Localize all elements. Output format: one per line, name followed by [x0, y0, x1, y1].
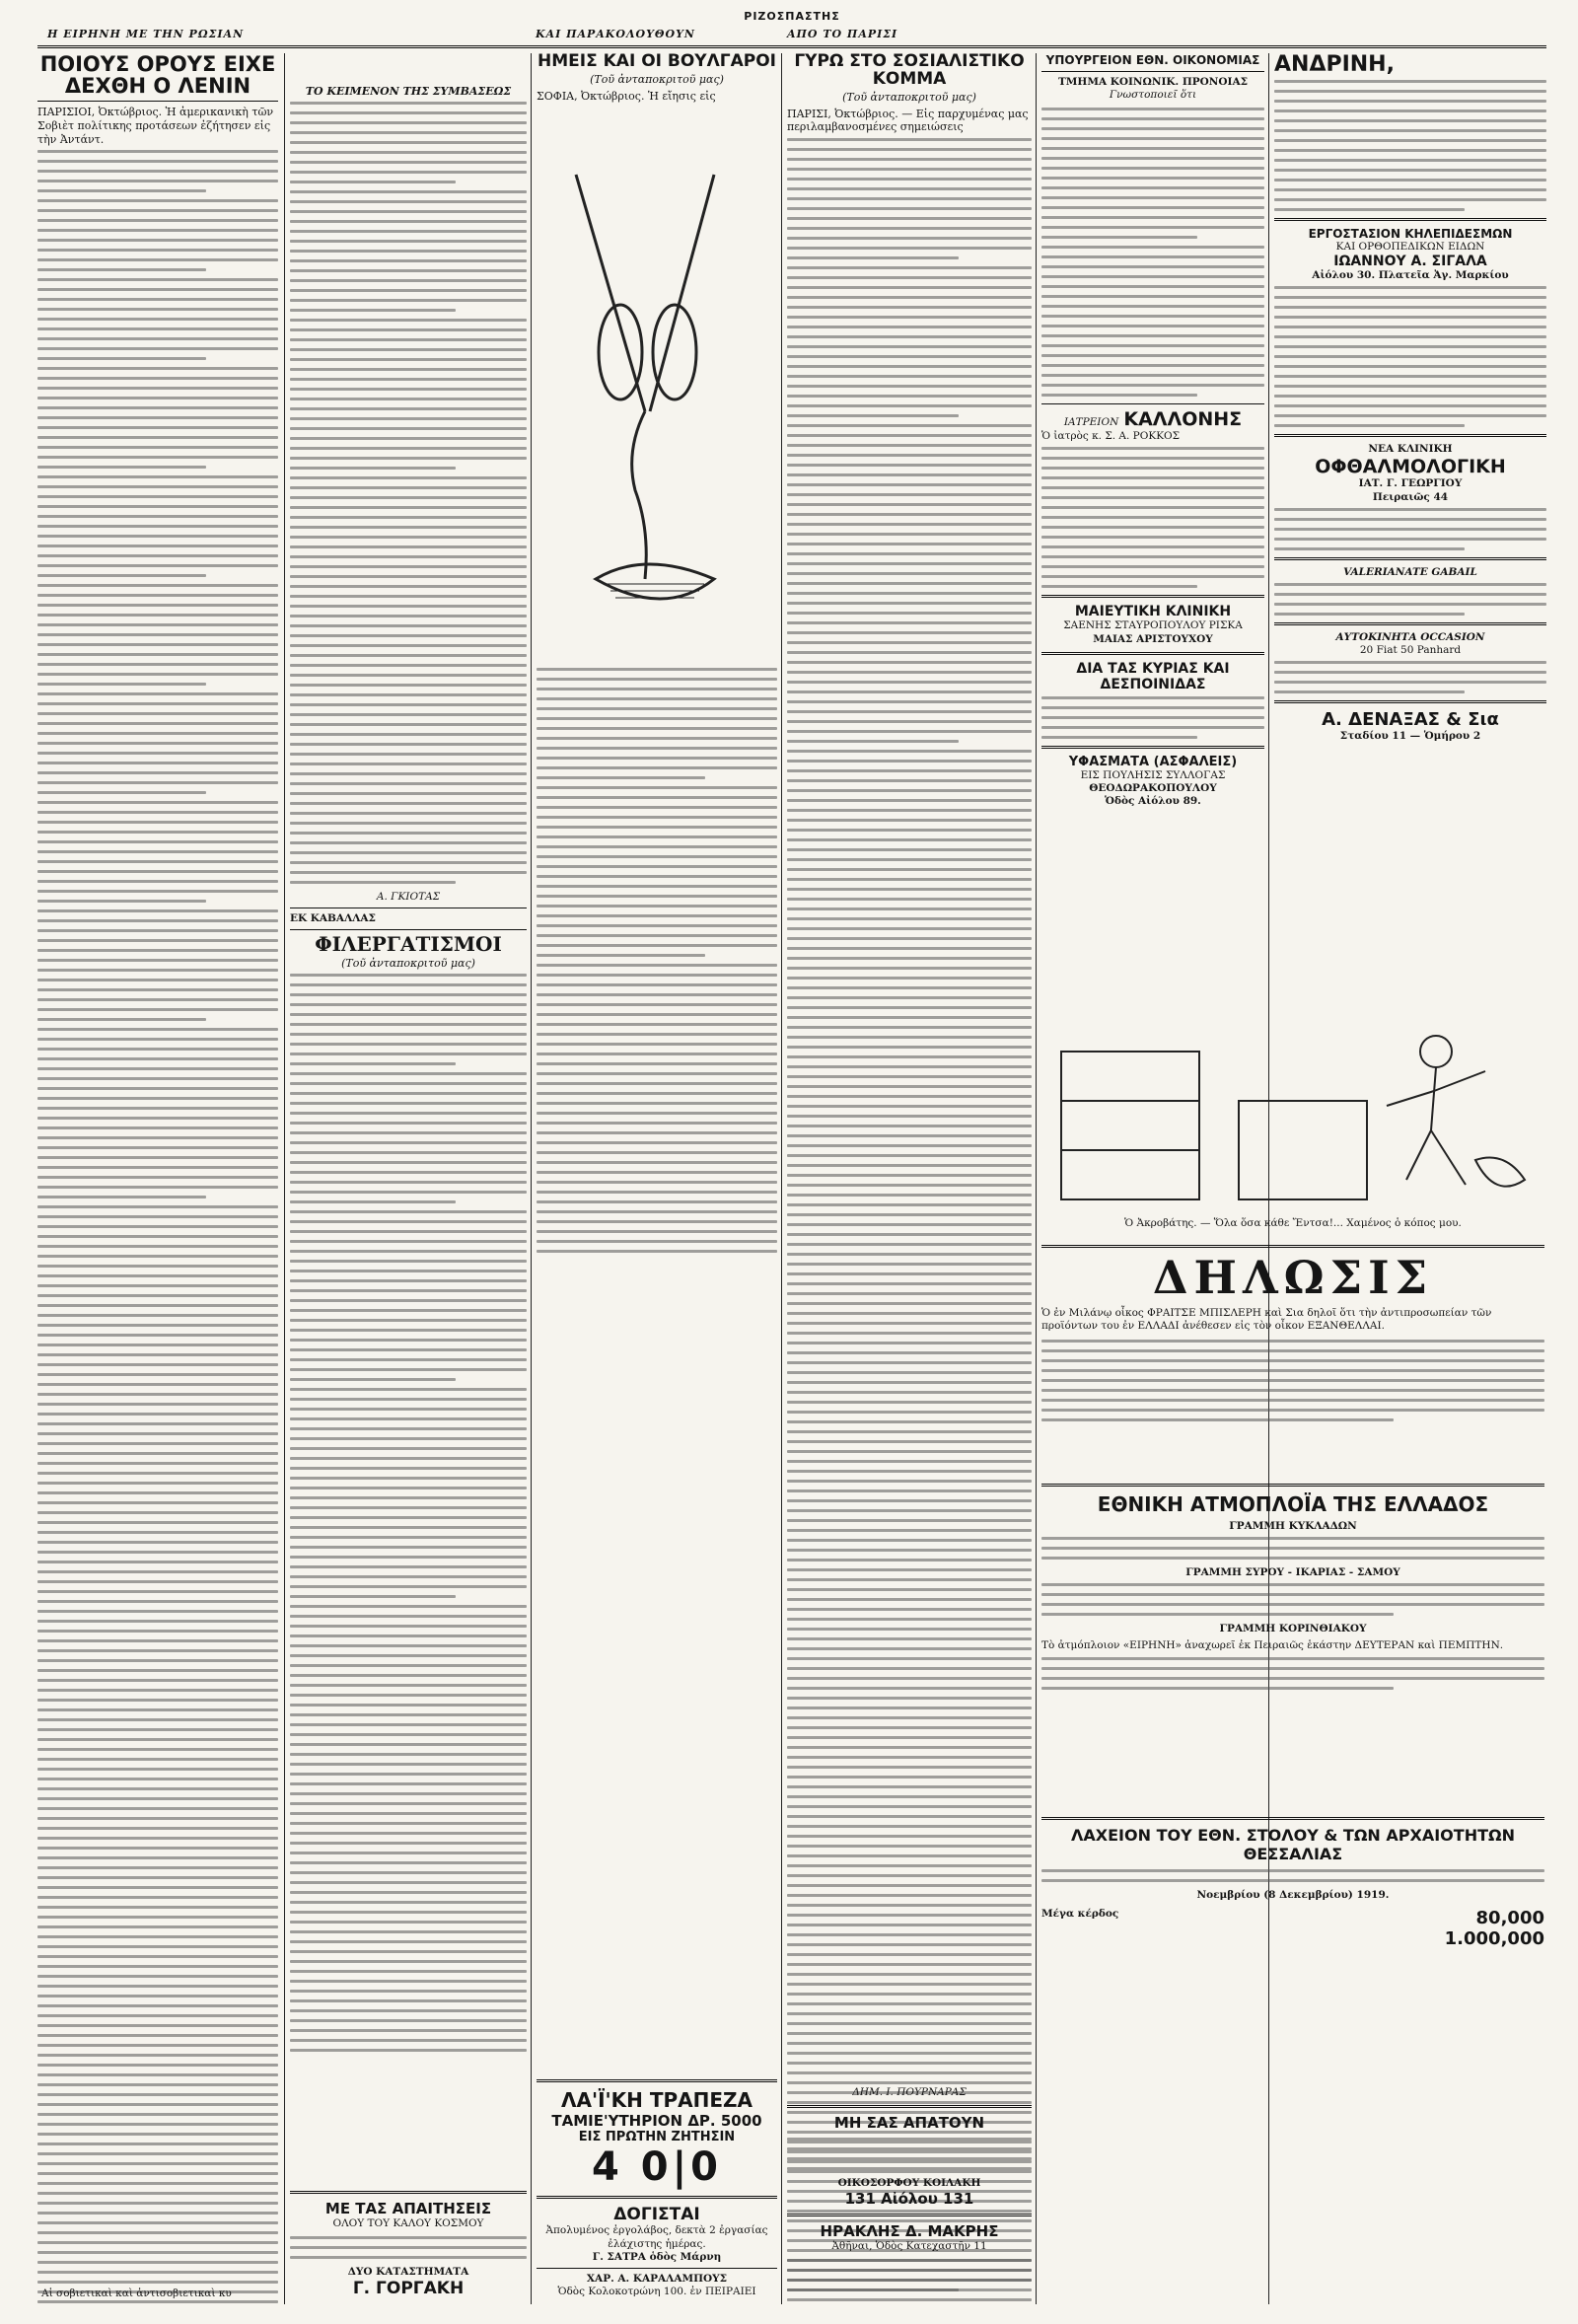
lottery-rate: 4 0|0 — [591, 2144, 723, 2191]
fabric-sub: ΕΙΣ ΠΟΥΛΗΣΙΣ ΣΥΛΛΟΓΑΣ — [1080, 768, 1226, 781]
valerian-title: VALERIANATE GABAIL — [1343, 565, 1477, 578]
clinic-doctor: Ὁ ἰατρὸς κ. Σ. Α. ΡΟΚΚΟΣ — [1041, 430, 1181, 443]
cartoon-drawing — [1041, 1012, 1544, 1209]
eye-clinic-label: ΝΕΑ ΚΛΙΝΙΚΗ — [1368, 443, 1453, 456]
fund-block — [1041, 1811, 1544, 1949]
fabric-title: ΥΦΑΣΜΑΤΑ (ΑΣΦΑΛΕΙΣ) — [1068, 754, 1238, 769]
ad-apatoun-shop: ΟΙΚΟΣΟΡΦΟΥ ΚΟΙΛΑΚΗ — [837, 2176, 981, 2189]
factory-body — [1274, 286, 1546, 427]
lawyer-address: Ὁδὸς Κολοκοτρώνη 100. ἐν ΠΕΙΡΑΙΕΙ — [557, 2285, 756, 2297]
scissors-illustration — [537, 115, 777, 668]
dateline-paris-2: ΠΑΡΙΣΙ, Ὀκτώβριος. — Εἰς παρχυμένας μας περιλαμβανοσμένες σημειώσεις — [787, 107, 1029, 134]
valerian-body — [1274, 583, 1546, 616]
notice-body: Ὁ ἐν Μιλάνῳ οἶκος ΦΡΑΙΤΣΕ ΜΠΙΣΛΕΡΗ καὶ Σια δηλοῖ ὅτι τὴν ἀντιπροσωπείαν τῶν προϊόντων του ἐν ΕΛΛΑΔΙ ἀνέθεσεν εἰς τὸν οἶκον ΕΞΑΝΘΕΛΛΑΙ. — [1041, 1307, 1492, 1333]
factory-title: ΕΡΓΟΣΤΑΣΙΟΝ ΚΗΛΕΠΙΔΕΣΜΩΝ — [1308, 227, 1513, 242]
ads-column-4 — [787, 2086, 1032, 2298]
column-3 — [537, 53, 777, 2304]
signature-pournaras: ΔΗΜ. Ι. ΠΟΥΡΝΑΡΑΣ — [852, 2085, 967, 2098]
ad-makris-address: Ἀθῆναι, Ὁδὸς Κατεχαστῆν 11 — [831, 2239, 987, 2252]
fund-title: ΛΑΧΕΙΟΝ ΤΟΥ ΕΘΝ. ΣΤΟΛΟΥ & ΤΩΝ ΑΡΧΑΙΟΤΗΤΩΝ ΘΕΣΣΑΛΙΑΣ — [1071, 1826, 1515, 1863]
maternity-title: ΜΑΙΕΥΤΙΚΗ ΚΛΙΝΙΚΗ — [1074, 604, 1232, 620]
clinic-name: ΚΑΛΛΟΝΗΣ — [1123, 408, 1243, 431]
column-2 — [290, 53, 527, 2304]
ad-apatoun-address: 131 Αἰόλου 131 — [844, 2189, 974, 2208]
maternity-name: ΜΑΙΑΣ ΑΡΙΣΤΟΥΧΟΥ — [1093, 632, 1213, 645]
auto-models: 20 Fiat 50 Panhard — [1359, 643, 1462, 656]
byline-paris: (Τοῦ ἀνταποκριτοῦ μας) — [842, 90, 976, 104]
running-head-2: ΚΑΙ ΠΑΡΑΚΟΛΟΥΘΟΥΝ — [536, 28, 695, 40]
ministry-body — [1041, 108, 1264, 397]
denaxas-title: Α. ΔΕΝΑΞΑΣ & Σια — [1322, 709, 1499, 731]
byline-sofia: (Τοῦ ἀνταποκριτοῦ μας) — [590, 72, 724, 86]
factory-sub: ΚΑΙ ΟΡΘΟΠΕΔΙΚΩΝ ΕΙΔΩΝ — [1335, 241, 1485, 254]
ads-column-3 — [537, 2073, 777, 2298]
denaxas-address: Σταδίου 11 — Ὁμήρου 2 — [1339, 730, 1481, 743]
running-head-1: Η ΕΙΡΗΝΗ ΜΕ ΤΗΝ ΡΩΣΙΑΝ — [47, 28, 245, 40]
section-tag-kavala: ΕΚ ΚΑΒΑΛΛΑΣ — [290, 912, 376, 925]
ladies-title: ΔΙΑ ΤΑΣ ΚΥΡΙΑΣ ΚΑΙ ΔΕΣΠΟΙΝΙΔΑΣ — [1076, 660, 1230, 692]
clinic-body — [1041, 447, 1264, 588]
factory-address: Αἰόλου 30. Πλατεῖα Ἀγ. Μαρκίου — [1312, 269, 1509, 282]
lottery-title: ΛΑ'Ϊ'ΚΗ ΤΡΑΠΕΖΑ — [560, 2088, 753, 2113]
shipping-body-3 — [1041, 1657, 1544, 1690]
shipping-title: ΕΘΝΙΚΗ ΑΤΜΟΠΛΟΪΑ ΤΗΣ ΕΛΛΑΔΟΣ — [1097, 1492, 1489, 1516]
eye-clinic-doctor: ΙΑΤ. Γ. ΓΕΩΡΓΙΟΥ — [1358, 477, 1463, 490]
dateline-paris: ΠΑΡΙΣΙΟΙ, Ὀκτώβριος. Ἡ ἀμερικανικὴ τῶν Σοβιὲτ πολίτικης προτάσεων ἐζήτησεν εἰς τὴν Ἀντάντ. — [37, 106, 274, 146]
auto-body — [1274, 661, 1546, 693]
ministry-dept: ΤΜΗΜΑ ΚΟΙΝΩΝΙΚ. ΠΡΟΝΟΙΑΣ — [1057, 76, 1249, 88]
newspaper-page — [37, 6, 1546, 2314]
column-4 — [787, 53, 1032, 2304]
shipping-text-3: Τὸ ἀτμόπλοιον «ΕΙΡΗΝΗ» ἀναχωρεῖ ἐκ Πειραιῶς ἑκάστην ΔΕΥΤΕΡΑΝ καὶ ΠΕΜΠΤΗΝ. — [1041, 1639, 1504, 1652]
ad-gorgakis-owner: Γ. ΓΟΡΓΑΚΗ — [352, 2279, 465, 2298]
column-6 — [1274, 53, 1546, 1160]
fund-total-amount: 1.000,000 — [1444, 1928, 1544, 1950]
clinic-kallonis — [1041, 408, 1264, 430]
eye-clinic-name: ΟΦΘΑΛΜΟΛΟΓΙΚΗ — [1315, 456, 1506, 478]
auto-title: ΑΥΤΟΚΙΝΗΤΑ OCCASION — [1335, 630, 1485, 643]
fund-prize-amount: 80,000 — [1475, 1908, 1544, 1929]
headline-socialist-party: ΓΥΡΩ ΣΤΟ ΣΟΣΙΑΛΙΣΤΙΚΟ ΚΟΜΜΑ — [794, 53, 1025, 89]
shipping-body-2 — [1041, 1583, 1544, 1616]
dateline-sofia: ΣΟΦΙΑ, Ὀκτώβριος. Ἡ εἴησις εἰς — [537, 89, 716, 103]
article-body-treaty — [290, 102, 527, 884]
maternity-sub: ΣΑΕΝΗΣ ΣΤΑΥΡΟΠΟΥΛΟΥ ΡΙΣΚΑ — [1063, 619, 1243, 632]
ad-gorgakis-shop: ΔΥΟ ΚΑΤΑΣΤΗΜΑΤΑ — [347, 2265, 469, 2278]
ministry-notice: Γνωστοποιεῖ ὅτι — [1109, 89, 1197, 102]
ad-makris-title: ΗΡΑΚΛΗΣ Δ. ΜΑΚΡΗΣ — [820, 2221, 999, 2240]
dentist-title: ΔΟΓΙΣΤΑΙ — [613, 2205, 700, 2225]
ad-gorgakis-title: ΜΕ ΤΑΣ ΑΠΑΙΤΗΣΕΙΣ — [324, 2199, 492, 2217]
shipping-body-1 — [1041, 1537, 1544, 1560]
clinic-label: ΙΑΤΡΕΙΟΝ — [1063, 416, 1119, 429]
ministry-title: ΥΠΟΥΡΓΕΙΟΝ ΕΘΝ. ΟΙΚΟΝΟΜΙΑΣ — [1045, 53, 1260, 67]
running-head-3: ΑΠΟ ΤΟ ΠΑΡΙΣΙ — [787, 28, 898, 40]
column-5 — [1041, 53, 1264, 1160]
headline-filergatismoi: ΦΙΛΕΡΓΑΤΙΣΜΟΙ — [315, 932, 502, 957]
headline-lenin: ΠΟΙΟΥΣ ΟΡΟΥΣ ΕΙΧΕ ΔΕΧΘΗ Ο ΛΕΝΙΝ — [39, 53, 276, 99]
ad-gorgakis — [290, 2185, 527, 2298]
article-body-bulgarians — [537, 668, 777, 1253]
ad-gorgakis-sub: ΟΛΟΥ ΤΟΥ ΚΑΛΟΥ ΚΟΣΜΟΥ — [332, 2216, 484, 2229]
headline-bulgarians: ΗΜΕΙΣ ΚΑΙ ΟΙ ΒΟΥΛΓΑΡΟΙ — [538, 53, 776, 71]
notice-extra — [1041, 1340, 1544, 1421]
shipping-line-1: ΓΡΑΜΜΗ ΚΥΚΛΑΔΩΝ — [1229, 1520, 1357, 1532]
fund-body — [1041, 1869, 1544, 1882]
factory-owner: ΙΩΑΝΝΟΥ Α. ΣΙΓΑΛΑ — [1333, 254, 1487, 270]
column-1 — [37, 53, 278, 2304]
notice-title: ΔΗΛΩΣΙΣ — [1152, 1251, 1434, 1304]
shipping-block — [1041, 1478, 1544, 1697]
article-body-lenin — [37, 150, 278, 2304]
dentist-address: Γ. ΣΑΤΡΑ ὁδὸς Μάρνη — [592, 2250, 722, 2263]
andrini-title: ΑΝΔΡΙΝΗ, — [1274, 53, 1395, 77]
article-body-kavala — [290, 974, 527, 2052]
shipping-line-2: ΓΡΑΜΜΗ ΣΥΡΟΥ - ΙΚΑΡΙΑΣ - ΣΑΜΟΥ — [1185, 1566, 1400, 1579]
article-body-socialist — [787, 138, 1032, 2304]
ladies-body — [1041, 696, 1264, 739]
paper-name: ΡΙΖΟΣΠΑΣΤΗΣ — [744, 10, 840, 23]
fabric-address: Ὁδὸς Αἰόλου 89. — [1105, 794, 1201, 807]
dentist-text: Ἀπολυμένος ἐργολάβος, δεκτὰ 2 ἐργασίας ἐλάχιστης ἡμέρας. — [545, 2224, 768, 2250]
fund-draw-date: Νοεμβρίου (8 Δεκεμβρίου) 1919. — [1196, 1889, 1390, 1901]
eye-clinic-address: Πειραιῶς 44 — [1372, 490, 1449, 503]
eye-clinic-body — [1274, 508, 1546, 550]
lottery-sub: ΕΙΣ ΠΡΩΤΗΝ ΖΗΤΗΣΙΝ — [578, 2130, 736, 2145]
fund-prize-label: Μέγα κέρδος — [1041, 1908, 1119, 1921]
shipping-line-3: ΓΡΑΜΜΗ ΚΟΡΙΝΘΙΑΚΟΥ — [1219, 1623, 1367, 1635]
notice-block — [1041, 1239, 1544, 1428]
masthead — [37, 6, 1546, 48]
fabric-owner: ΘΕΟΔΩΡΑΚΟΠΟΥΛΟΥ — [1089, 781, 1217, 794]
column-1-footer: Αἱ σοβιετικαὶ καὶ ἀντισοβιετικαὶ κυ — [41, 2287, 232, 2299]
byline-kavala: (Τοῦ ἀνταποκριτοῦ μας) — [341, 957, 475, 971]
subhead-treaty: ΤΟ ΚΕΙΜΕΝΟΝ ΤΗΣ ΣΥΜΒΑΣΕΩΣ — [305, 85, 512, 98]
cartoon-caption: Ὁ Ἀκροβάτης. — Ὅλα ὅσα κάθε Ἔντσα!... Χαμένος ὁ κόπος μου. — [1124, 1217, 1462, 1229]
ad-apatoun-title: ΜΗ ΣΑΣ ΑΠΑΤΟΥΝ — [833, 2113, 985, 2132]
lawyer-name: ΧΑΡ. Α. ΚΑΡΑΛΑΜΠΟΥΣ — [586, 2272, 728, 2285]
lottery-line: ΤΑΜΙΕ'ΥΤΗΡΙΟΝ ΔΡ. 5000 — [551, 2112, 762, 2131]
andrini-body — [1274, 80, 1546, 211]
signature-giotas: Α. ΓΚΙΟΤΑΣ — [376, 891, 441, 903]
